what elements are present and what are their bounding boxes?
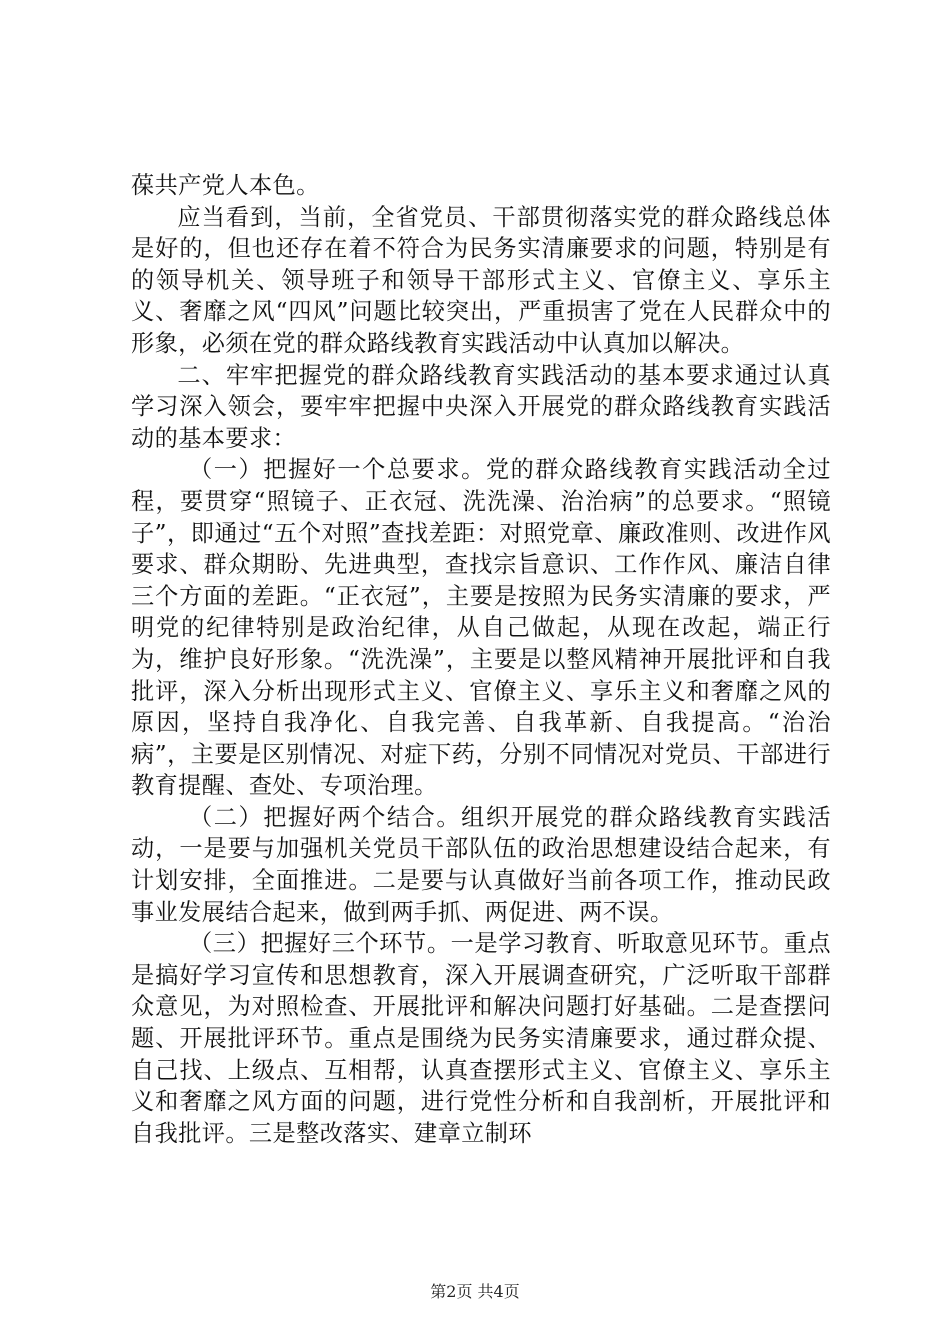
- paragraph-section-two-heading: 二、牢牢把握党的群众路线教育实践活动的基本要求通过认真学习深入领会，要牢牢把握中央深入开展党的群众路线教育实践活动的基本要求：: [131, 361, 831, 452]
- paragraph-continuation: 葆共产党人本色。: [131, 172, 320, 199]
- page-number-footer: 第2页 共4页: [430, 1282, 520, 1301]
- document-body: [131, 170, 831, 1149]
- paragraph-general-requirement: （一）把握好一个总要求。党的群众路线教育实践活动全过程，要贯穿“照镜子、正衣冠、洗洗澡、治治病”的总要求。“照镜子”，即通过“五个对照”查找差距：对照党章、廉政准则、改进作风要求、群众期盼、先进典型，查找宗旨意识、工作作风、廉洁自律三个方面的差距。“正衣冠”，主要是按照为民务实清廉的要求，严明党的纪律特别是政治纪律，从自己做起，从现在改起，端正行为，维护良好形象。“洗洗澡”，主要是以整风精神开展批评和自我批评，深入分析出现形式主义、官僚主义、享乐主义和奢靡之风的原因，坚持自我净化、自我完善、自我革新、自我提高。“治治病”，主要是区别情况、对症下药，分别不同情况对党员、干部进行教育提醒、查处、专项治理。: [131, 456, 831, 800]
- paragraph-four-winds: 应当看到，当前，全省党员、干部贯彻落实党的群众路线总体是好的，但也还存在着不符合为民务实清廉要求的问题，特别是有的领导机关、领导班子和领导干部形式主义、官僚主义、享乐主义、奢靡之风“四风”问题比较突出，严重损害了党在人民群众中的形象，必须在党的群众路线教育实践活动中认真加以解决。: [131, 203, 831, 357]
- paragraph-two-combinations: （二）把握好两个结合。组织开展党的群众路线教育实践活动，一是要与加强机关党员干部队伍的政治思想建设结合起来，有计划安排，全面推进。二是要与认真做好当前各项工作，推动民政事业发展结合起来，做到两手抓、两促进、两不误。: [131, 803, 831, 926]
- paragraph-three-stages: （三）把握好三个环节。一是学习教育、听取意见环节。重点是搞好学习宣传和思想教育，深入开展调查研究，广泛听取干部群众意见，为对照检查、开展批评和解决问题打好基础。二是查摆问题、开展批评环节。重点是围绕为民务实清廉要求，通过群众提、自己找、上级点、互相帮，认真查摆形式主义、官僚主义、享乐主义和奢靡之风方面的问题，进行党性分析和自我剖析，开展批评和自我批评。三是整改落实、建章立制环: [131, 930, 831, 1147]
